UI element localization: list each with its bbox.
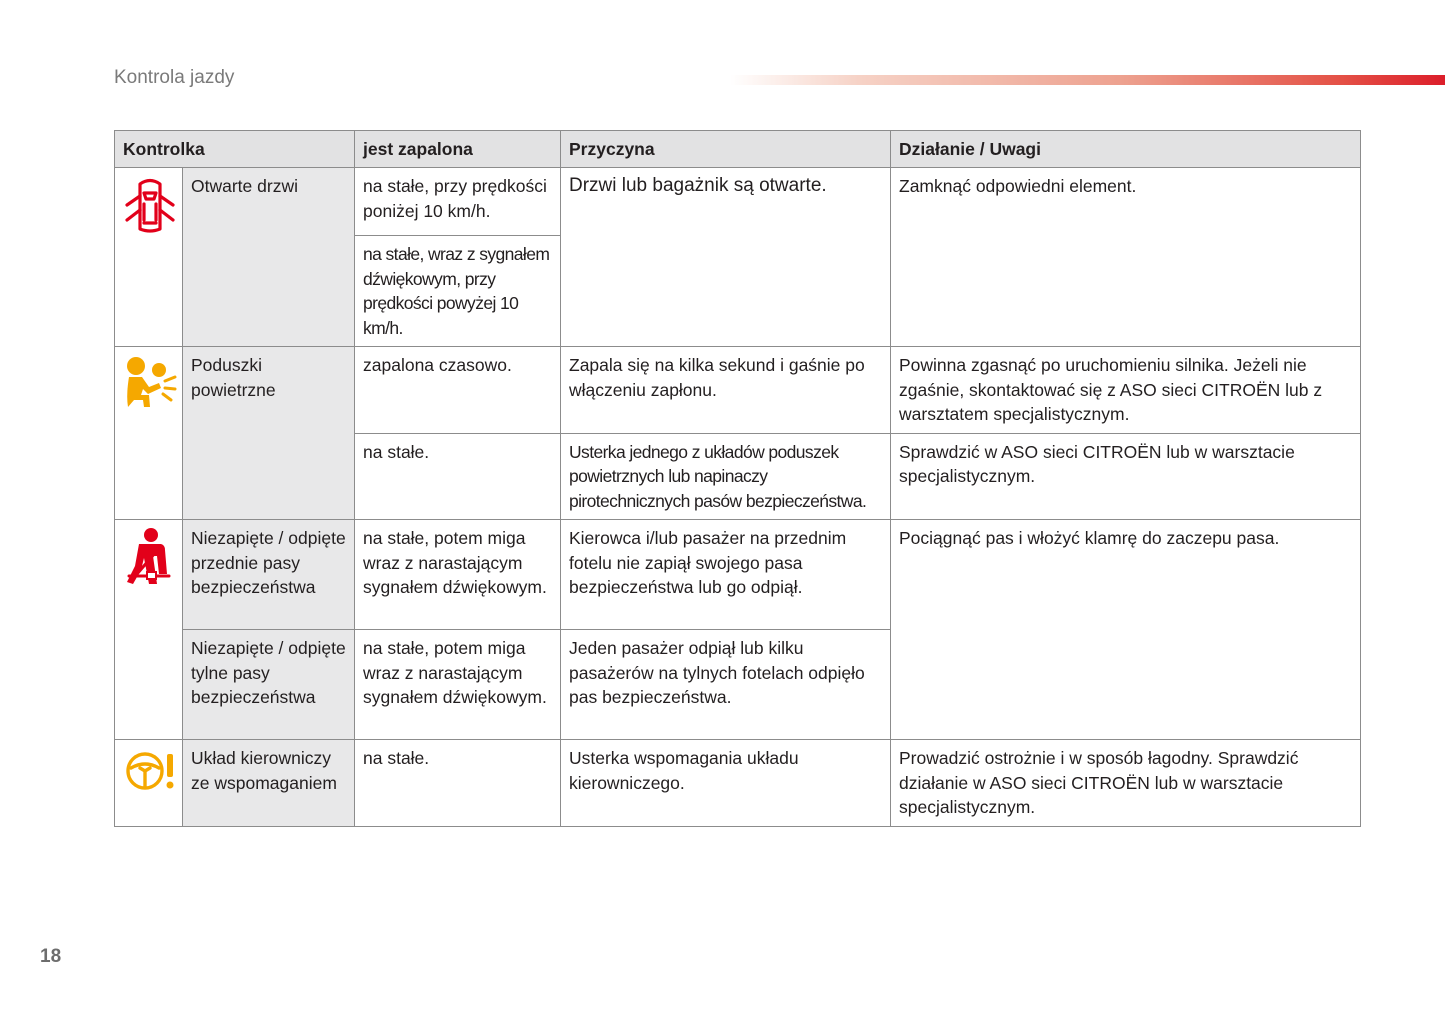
cause-open-doors: Drzwi lub bagażnik są otwarte. [561,168,891,347]
action-airbags-startup: Powinna zgasnąć po uruchomieniu silnika. Jeżeli nie zgaśnie, skontaktować się z ASO sieci CITROËN lub z warsztatem specjalistycznym. [891,347,1361,434]
open-door-icon-cell [115,168,183,347]
section-title: Kontrola jazdy [114,67,235,88]
header-kontrolka: Kontrolka [115,131,355,168]
state-power-steering: na stałe. [355,740,561,827]
cause-power-steering: Usterka wspomagania układu kierowniczego. [561,740,891,827]
header-przyczyna: Przyczyna [561,131,891,168]
table-row [115,347,1361,434]
cause-front-seatbelts: Kierowca i/lub pasażer na przednim fotelu nie zapiął swojego pasa bezpieczeństwa lub go odpiął. [561,520,891,630]
action-seatbelts: Pociągnąć pas i włożyć klamrę do zaczepu pasa. [891,520,1361,740]
table-row [115,520,1361,630]
action-power-steering: Prowadzić ostrożnie i w sposób łagodny. Sprawdzić działanie w ASO sieci CITROËN lub w warsztacie specjalistycznym. [891,740,1361,827]
state-rear-seatbelts: na stałe, potem miga wraz z narastającym sygnałem dźwiękowym. [355,630,561,740]
table-header-row [115,131,1361,168]
action-open-doors: Zamknąć odpowiedni element. [891,168,1361,347]
light-name-airbags: Poduszki powietrzne [183,347,355,520]
airbag-icon [123,353,179,409]
warning-lights-table [114,130,1361,827]
state-open-doors-low-speed: na stałe, przy prędkości poniżej 10 km/h. [355,168,561,236]
table-row [115,168,1361,236]
cause-airbags-fault: Usterka jednego z układów poduszek powietrznych lub napinaczy pirotechnicznych pasów bezpieczeństwa. [561,433,891,520]
power-steering-icon [123,746,179,796]
state-front-seatbelts: na stałe, potem miga wraz z narastającym sygnałem dźwiękowym. [355,520,561,630]
airbag-icon-cell [115,347,183,520]
light-name-rear-seatbelts: Niezapięte / odpięte tylne pasy bezpieczeństwa [183,630,355,740]
light-name-open-doors: Otwarte drzwi [183,168,355,347]
light-name-power-steering: Układ kierowniczy ze wspomaganiem [183,740,355,827]
open-door-icon [123,174,177,236]
table-row [115,740,1361,827]
power-steering-icon-cell [115,740,183,827]
state-airbags-temporary: zapalona czasowo. [355,347,561,434]
state-airbags-permanent: na stałe. [355,433,561,520]
header-jest-zapalona: jest zapalona [355,131,561,168]
cause-airbags-startup: Zapala się na kilka sekund i gaśnie po włączeniu zapłonu. [561,347,891,434]
page-number: 18 [40,946,62,967]
header-dzialanie: Działanie / Uwagi [891,131,1361,168]
cause-rear-seatbelts: Jeden pasażer odpiął lub kilku pasażerów na tylnych fotelach odpięło pas bezpieczeństwa. [561,630,891,740]
state-open-doors-high-speed: na stałe, wraz z sygnałem dźwiękowym, przy prędkości powyżej 10 km/h. [355,236,561,347]
header-stripe [730,75,1445,85]
seatbelt-icon [123,526,175,588]
action-airbags-fault: Sprawdzić w ASO sieci CITROËN lub w warsztacie specjalistycznym. [891,433,1361,520]
light-name-front-seatbelts: Niezapięte / odpięte przednie pasy bezpieczeństwa [183,520,355,630]
seatbelt-icon-cell [115,520,183,740]
